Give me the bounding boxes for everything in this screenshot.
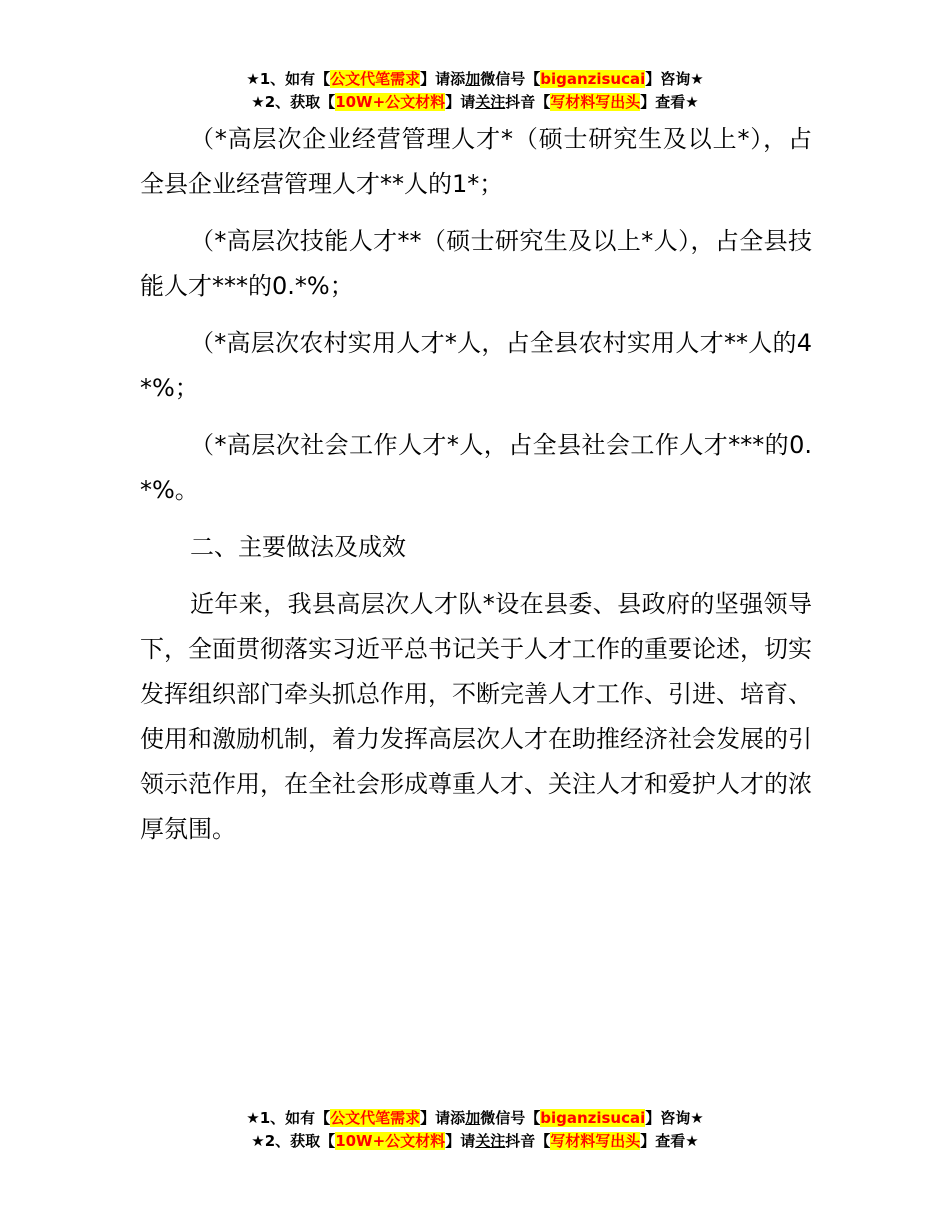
footer-ad-banner bbox=[0, 1107, 950, 1153]
banner-underlined-text: 关注 bbox=[475, 1132, 506, 1150]
highlight-service: 公文代笔需求 bbox=[330, 1109, 421, 1127]
highlight-materials: 10W+公文材料 bbox=[335, 1132, 446, 1150]
highlight-douyin-account: 写材料写出头 bbox=[550, 93, 641, 111]
banner-text: 】请添 bbox=[420, 1109, 466, 1127]
banner-text: 】请添 bbox=[420, 70, 466, 88]
banner-line-1 bbox=[0, 1107, 950, 1130]
banner-underlined-text: 加 bbox=[465, 70, 481, 88]
banner-text: 抖音【 bbox=[505, 93, 551, 111]
banner-line-2 bbox=[0, 91, 950, 114]
paragraph-management-talent: （*高层次企业经营管理人才*（硕士研究生及以上*），占全县企业经营管理人才**人的1*； bbox=[140, 125, 812, 198]
document-body bbox=[140, 117, 812, 864]
paragraph-social-work-talent: （*高层次社会工作人才*人，占全县社会工作人才***的0.*%。 bbox=[140, 431, 812, 504]
paragraph-practices: 近年来，我县高层次人才队*设在县委、县政府的坚强领导下，全面贯彻落实习近平总书记关于人才工作的重要论述，切实发挥组织部门牵头抓总作用，不断完善人才工作、引进、培育、使用和激励机制，着力发挥高层次人才在助推经济社会发展的引领示范作用，在全社会形成尊重人才、关注人才和爱护人才的浓厚氛围。 bbox=[140, 590, 812, 843]
header-ad-banner bbox=[0, 68, 950, 114]
banner-text: 抖音【 bbox=[505, 1132, 551, 1150]
banner-underlined-text: 关注 bbox=[475, 93, 506, 111]
banner-line-2 bbox=[0, 1130, 950, 1153]
section-heading: 二、主要做法及成效 bbox=[190, 533, 406, 561]
highlight-wechat-id: biganzisucai bbox=[540, 70, 646, 88]
banner-text: 】咨询★ bbox=[645, 70, 704, 88]
highlight-materials: 10W+公文材料 bbox=[335, 93, 446, 111]
paragraph-skilled-talent: （*高层次技能人才**（硕士研究生及以上*人），占全县技能人才***的0.*%； bbox=[140, 227, 812, 300]
paragraph-rural-talent: （*高层次农村实用人才*人，占全县农村实用人才**人的4*%； bbox=[140, 329, 812, 402]
banner-line-1 bbox=[0, 68, 950, 91]
banner-underlined-text: 加 bbox=[465, 1109, 481, 1127]
banner-text: ★1、如有【 bbox=[246, 1109, 331, 1127]
highlight-service: 公文代笔需求 bbox=[330, 70, 421, 88]
banner-text: 微信号【 bbox=[480, 70, 541, 88]
highlight-douyin-account: 写材料写出头 bbox=[550, 1132, 641, 1150]
banner-text: 】请 bbox=[445, 1132, 476, 1150]
highlight-wechat-id: biganzisucai bbox=[540, 1109, 646, 1127]
banner-text: ★2、获取【 bbox=[251, 93, 336, 111]
banner-text: 】请 bbox=[445, 93, 476, 111]
banner-text: 】查看★ bbox=[640, 93, 699, 111]
banner-text: ★1、如有【 bbox=[246, 70, 331, 88]
banner-text: 】咨询★ bbox=[645, 1109, 704, 1127]
banner-text: ★2、获取【 bbox=[251, 1132, 336, 1150]
banner-text: 微信号【 bbox=[480, 1109, 541, 1127]
banner-text: 】查看★ bbox=[640, 1132, 699, 1150]
